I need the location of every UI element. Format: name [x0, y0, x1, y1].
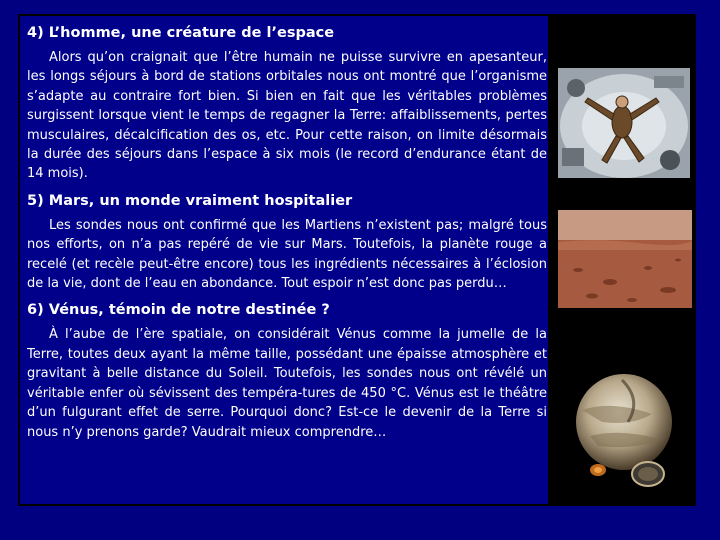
- section-body-venus: À l’aube de l’ère spatiale, on considérait Vénus comme la jumelle de la Terre, toutes deux ayant la même taille, possédant une épaisse atmosphère et gravitant à belle distance du Soleil. Toutefois, les sondes nous ont révélé un véritable enfer où sévissent des tempéra-tures de 450 °C. Vénus est le théâtre d’un fulgurant effet de serre. Pourquoi donc? Est-ce le devenir de la Terre si nous n’y prenons garde? Vaudrait mieux comprendre…: [27, 327, 547, 440]
- astronaut-floating-photo: [558, 68, 690, 178]
- venus-probe-photo: [562, 370, 682, 496]
- section-body-mars: Les sondes nous ont confirmé que les Martiens n’existent pas; malgré tous nos efforts, on n’a pas repéré de vie sur Mars. Toutefois, la planète rouge a recelé (et recèle peut-être encore) tous les ingrédients nécessaires à l’éclosion de la vie, dont de l’eau en abondance. Tout espoir n’est donc pas perdu…: [27, 217, 547, 292]
- section-title-venus: 6) Vénus, témoin de notre destinée ?: [27, 302, 330, 319]
- text-panel: [20, 16, 548, 504]
- section-title-human: 4) L’homme, une créature de l’espace: [27, 25, 335, 41]
- section-title-mars: 5) Mars, un monde vraiment hospitalier: [27, 192, 353, 209]
- section-body-human: Alors qu’on craignait que l’être humain ne puisse survivre en apesanteur, les longs séjours à bord de stations orbitales nous ont montré que l’organisme s’adapte au contraire fort bien. Si bien en fait que les véritables problèmes surgissent lorsque vient le temps de regagner la Terre: affaiblissements, pertes musculaires, décalcification des os, etc. Pour cette raison, on limite désormais la durée des séjours dans l’espace à six mois (le record d’endurance étant de 14 mois).: [27, 50, 547, 182]
- slide: [18, 14, 696, 506]
- mars-surface-photo: [558, 210, 692, 308]
